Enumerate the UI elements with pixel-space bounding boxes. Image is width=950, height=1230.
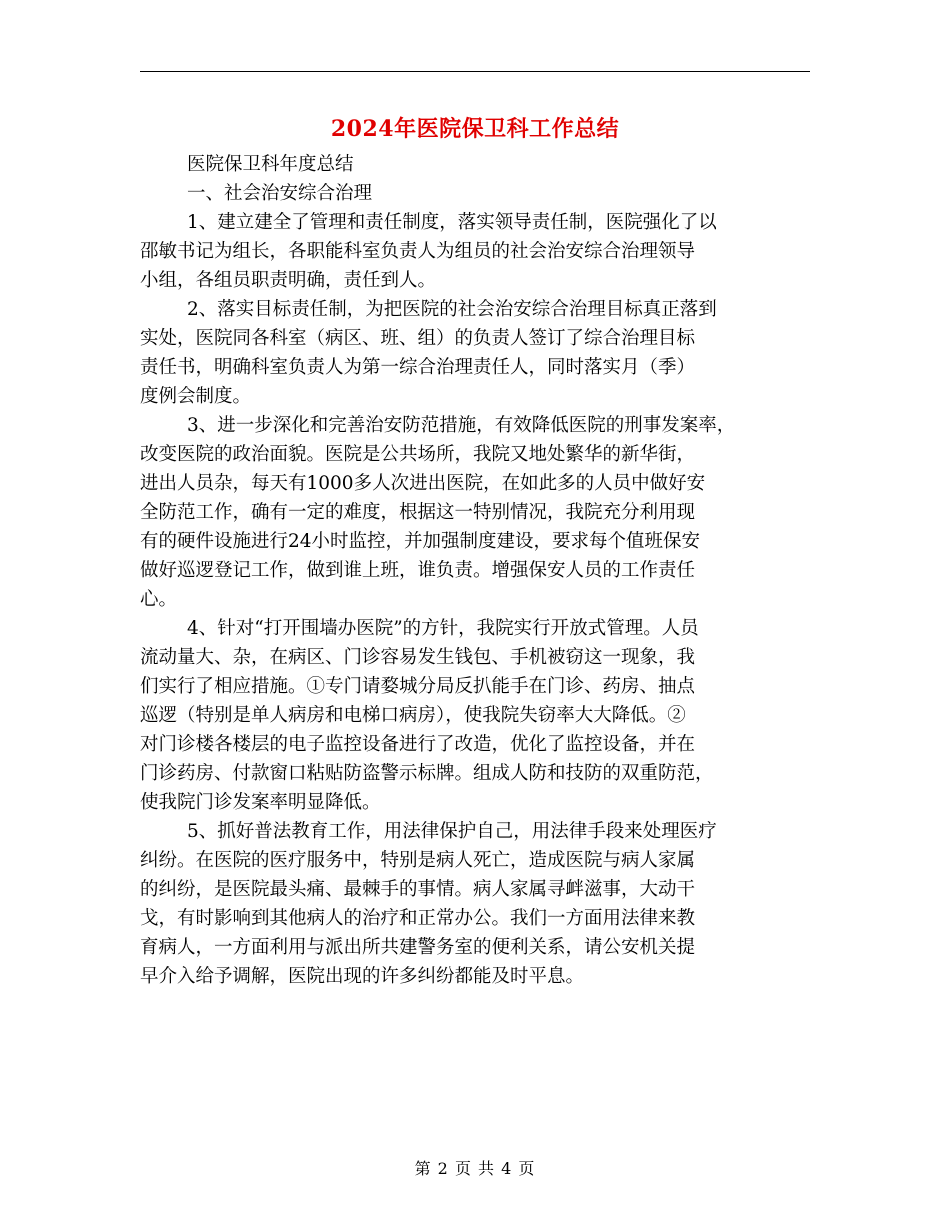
text-line: 对门诊楼各楼层的电子监控设备进行了改造，优化了监控设备，并在 <box>140 734 696 755</box>
text-line: 医院保卫科年度总结 <box>187 154 354 175</box>
text-line: 有的硬件设施进行24小时监控，并加强制度建设，要求每个值班保安 <box>140 531 701 552</box>
text-line: 门诊药房、付款窗口粘贴防盗警示标牌。组成人防和技防的双重防范， <box>140 763 714 784</box>
text-line: 流动量大、杂，在病区、门诊容易发生钱包、手机被窃这一现象，我 <box>140 647 696 668</box>
text-line: 戈，有时影响到其他病人的治疗和正常办公。我们一方面用法律来教 <box>140 908 696 929</box>
text-line: 邵敏书记为组长，各职能科室负责人为组员的社会治安综合治理领导 <box>140 241 696 262</box>
text-line: 育病人，一方面利用与派出所共建警务室的便利关系，请公安机关提 <box>140 937 696 958</box>
text-line: 进出人员杂，每天有1000多人次进出医院，在如此多的人员中做好安 <box>140 473 706 494</box>
text-line: 1、建立建全了管理和责任制度，落实领导责任制，医院强化了以 <box>187 212 717 233</box>
text-line: 的纠纷，是医院最头痛、最棘手的事情。病人家属寻衅滋事，大动干 <box>140 879 696 900</box>
text-line: 早介入给予调解，医院出现的许多纠纷都能及时平息。 <box>140 966 585 987</box>
page-number-footer: 第 2 页 共 4 页 <box>414 1159 536 1178</box>
text-line: 小组，各组员职责明确，责任到人。 <box>140 270 437 291</box>
text-line: 心。 <box>140 589 178 610</box>
text-line: 使我院门诊发案率明显降低。 <box>140 792 381 813</box>
text-line: 责任书，明确科室负责人为第一综合治理责任人，同时落实月（季） <box>140 357 696 378</box>
text-line: 3、进一步深化和完善治安防范措施，有效降低医院的刑事发案率， <box>187 415 736 436</box>
text-line: 实处，医院同各科室（病区、班、组）的负责人签订了综合治理目标 <box>140 328 696 349</box>
text-line: 改变医院的政治面貌。医院是公共场所，我院又地处繁华的新华街， <box>140 444 696 465</box>
text-line: 一、社会治安综合治理 <box>187 183 373 204</box>
text-line: 度例会制度。 <box>140 386 252 407</box>
text-line: 们实行了相应措施。①专门请婺城分局反扒能手在门诊、药房、抽点 <box>140 676 696 697</box>
text-line: 5、抓好普法教育工作，用法律保护自己，用法律手段来处理医疗 <box>187 821 717 842</box>
text-line: 2、落实目标责任制，为把医院的社会治安综合治理目标真正落到 <box>187 299 717 320</box>
document-title: 2024年医院保卫科工作总结 <box>330 116 620 142</box>
text-line: 巡逻（特别是单人病房和电梯口病房），使我院失窃率大大降低。② <box>140 705 686 726</box>
text-line: 全防范工作，确有一定的难度，根据这一特别情况，我院充分利用现 <box>140 502 696 523</box>
text-line: 做好巡逻登记工作，做到谁上班，谁负责。增强保安人员的工作责任 <box>140 560 696 581</box>
text-line: 纠纷。在医院的医疗服务中，特别是病人死亡，造成医院与病人家属 <box>140 850 696 871</box>
text-line: 4、针对“打开围墙办医院”的方针，我院实行开放式管理。人员 <box>187 618 699 639</box>
document-body <box>140 150 814 991</box>
header-rule <box>140 71 810 72</box>
